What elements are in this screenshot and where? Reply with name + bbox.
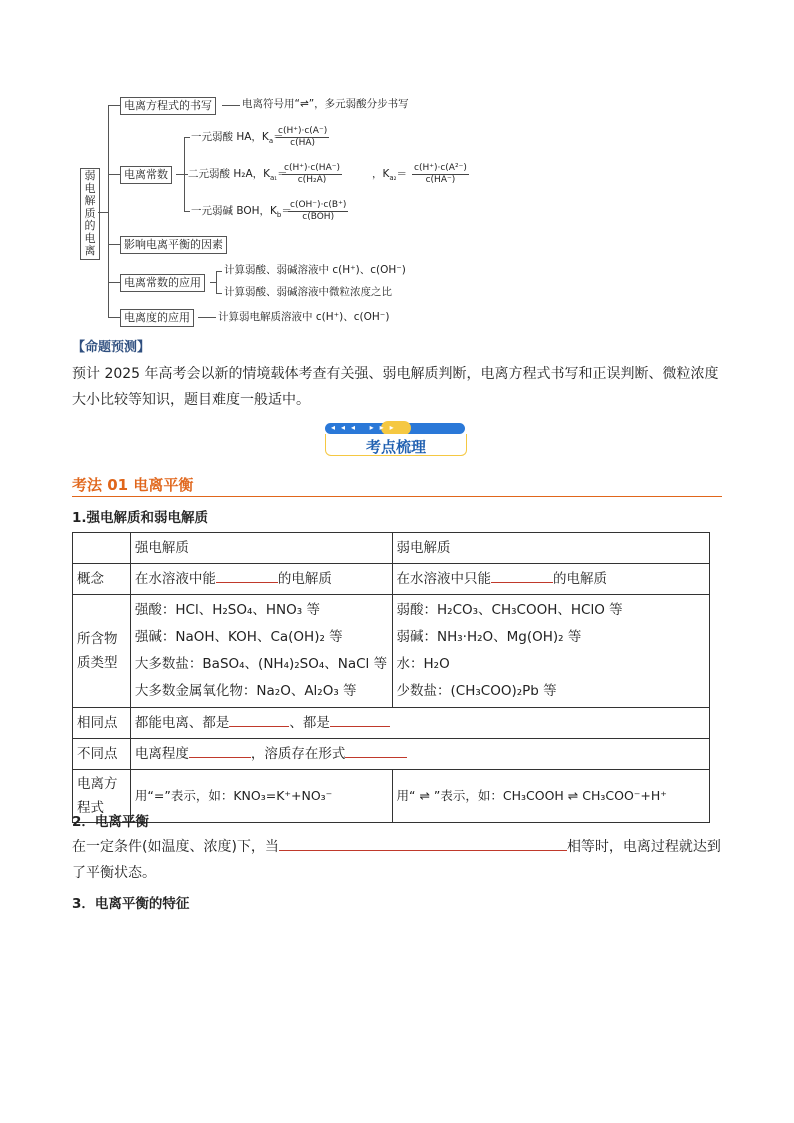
constant-application-item-2: 计算弱酸、弱碱溶液中微粒浓度之比 <box>224 286 392 298</box>
node-label: 电离常数的应用 <box>124 276 201 289</box>
section-title <box>72 474 193 495</box>
banner-arrows-icon: ◂◂◂ ▸▸▸ <box>331 423 400 432</box>
row-label: 概念 <box>73 564 131 595</box>
table-row <box>73 770 710 823</box>
table-cell: 都能电离、都是 、都是 <box>130 708 709 739</box>
fill-blank[interactable] <box>216 568 278 583</box>
node-label: 影响电离平衡的因素 <box>124 238 223 251</box>
table-cell: 在水溶液中能 的电解质 <box>130 564 392 595</box>
list-item: 弱碱：NH₃·H₂O、Mg(OH)₂ 等 <box>396 629 582 645</box>
node-constant-application <box>120 274 205 292</box>
table-cell: 电离程度 ，溶质存在形式 <box>130 739 709 770</box>
row-label: 所含物质类型 <box>73 595 131 708</box>
table-row <box>73 533 710 564</box>
fill-blank[interactable] <box>189 743 251 758</box>
table-header-cell <box>73 533 131 564</box>
weak-acid-label: 一元弱酸 HA，$K_a=$ <box>191 131 284 146</box>
electrolyte-table <box>72 532 710 823</box>
node-ionization-equation-desc: 电离符号用“⇌”，多元弱酸分步书写 <box>242 98 409 110</box>
banner-label: 考点梳理 <box>365 438 426 456</box>
prediction-heading: 【命题预测】 <box>72 340 151 355</box>
table-header-cell: 强电解质 <box>130 533 392 564</box>
ka-fraction: $\frac{c(H^+)\cdot c(A^-)}{c(HA)}$ <box>278 126 328 148</box>
kb-fraction: c(OH⁻)·c(B⁺) c(BOH) <box>290 200 347 222</box>
weak-base-label: 一元弱碱 BOH，$K_b=$ <box>191 205 292 220</box>
node-label: 电离方程式的书写 <box>124 99 212 112</box>
table-cell <box>392 595 709 708</box>
table-cell: 用“ ⇌ ”表示，如：CH₃COOH ⇌ CH₃COO⁻+H⁺ <box>392 770 709 823</box>
node-degree-application <box>120 309 194 327</box>
degree-application-desc: 计算弱电解质溶液中 c(H⁺)、c(OH⁻) <box>218 311 390 323</box>
list-item: 大多数盐：BaSO₄、(NH₄)₂SO₄、NaCl 等 <box>134 656 388 672</box>
row-label: 不同点 <box>73 739 131 770</box>
section-banner <box>325 421 467 457</box>
prediction-text: 预计 2025 年高考会以新的情境载体考查有关强、弱电解质判断，电离方程式书写和正误判断、微粒浓度大小比较等知识，题目难度一般适中。 <box>72 366 719 408</box>
subsection-3-title: 3．电离平衡的特征 <box>72 896 190 912</box>
node-label: 电离常数 <box>124 168 168 181</box>
section-title-text: 考法 01 电离平衡 <box>72 476 194 494</box>
table-row <box>73 739 710 770</box>
list-item: 大多数金属氧化物：Na₂O、Al₂O₃ 等 <box>134 683 357 699</box>
node-ionization-equation <box>120 97 216 115</box>
list-item: 少数盐：(CH₃COO)₂Pb 等 <box>396 683 557 699</box>
subsection-2-title: 2．电离平衡 <box>72 814 149 830</box>
table-row <box>73 595 710 708</box>
ka2-label: ，$K_{a_2}=$ <box>372 168 407 183</box>
fill-blank[interactable] <box>330 712 390 727</box>
node-label: 电离度的应用 <box>124 311 190 324</box>
mindmap-root-label: 弱电解质的电离 <box>84 169 96 257</box>
row-label: 相同点 <box>73 708 131 739</box>
table-cell: 用“=”表示，如：KNO₃=K⁺+NO₃⁻ <box>130 770 392 823</box>
fill-blank[interactable] <box>279 836 567 851</box>
list-item: 弱酸：H₂CO₃、CH₃COOH、HClO 等 <box>396 602 623 618</box>
diprotic-acid-label: 二元弱酸 H₂A，$K_{a_1}=$ <box>188 168 288 183</box>
table-row <box>73 708 710 739</box>
table-cell <box>130 595 392 708</box>
constant-application-item-1: 计算弱酸、弱碱溶液中 c(H⁺)、c(OH⁻) <box>224 264 406 276</box>
list-item: 水：H₂O <box>396 656 450 672</box>
row-label: 电离方程式 <box>73 770 131 823</box>
fill-blank[interactable] <box>345 743 407 758</box>
node-ionization-constant <box>120 166 172 184</box>
subsection-1-title: 1.强电解质和弱电解质 <box>72 510 209 526</box>
ka1-fraction: $\frac{c(H^+)\cdot c(HA^-)}{\text{c(H₂A)}}$ <box>284 163 340 185</box>
table-cell: 在水溶液中只能 的电解质 <box>392 564 709 595</box>
list-item: 强酸：HCl、H₂SO₄、HNO₃ 等 <box>134 602 320 618</box>
ka2-fraction: $\frac{\text{c(H⁺)·c(A²⁻)}}{c(HA^-)}$ <box>414 163 467 185</box>
fill-blank[interactable] <box>229 712 289 727</box>
fill-blank[interactable] <box>491 568 553 583</box>
table-header-cell: 弱电解质 <box>392 533 709 564</box>
list-item: 强碱：NaOH、KOH、Ca(OH)₂ 等 <box>134 629 343 645</box>
mindmap-root <box>80 168 100 260</box>
subsection-2-text: 在一定条件(如温度、浓度)下，当 相等时，电离过程就达到了平衡状态。 <box>72 834 722 886</box>
node-influencing-factors <box>120 236 227 254</box>
table-row <box>73 564 710 595</box>
